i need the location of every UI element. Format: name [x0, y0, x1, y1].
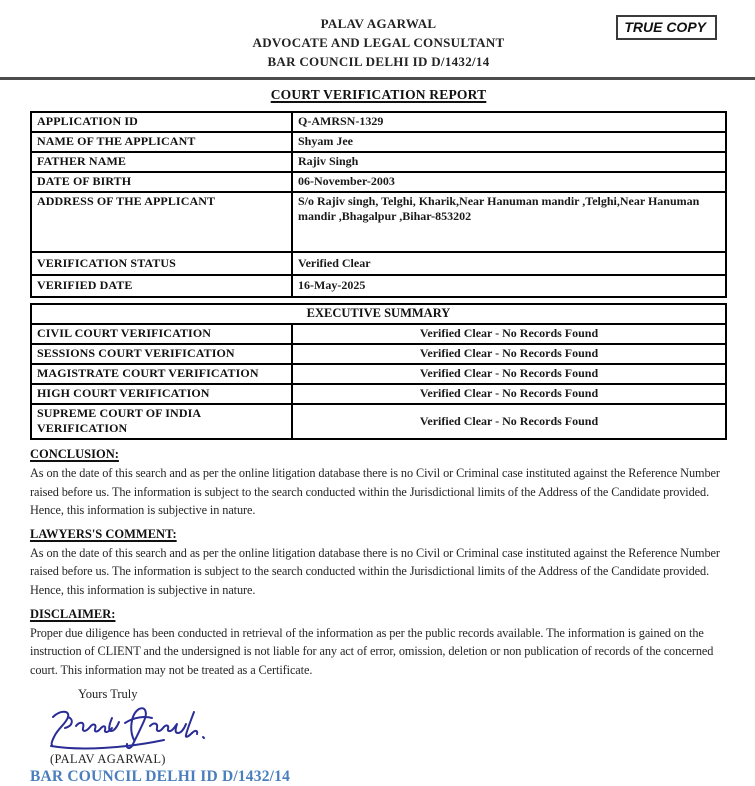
report-title: COURT VERIFICATION REPORT: [270, 87, 487, 102]
table-row: [31, 275, 726, 297]
table-row: [31, 384, 726, 404]
field-label: DATE OF BIRTH: [31, 172, 292, 192]
table-row: [31, 252, 726, 275]
conclusion-section: [30, 446, 727, 520]
disclaimer-heading: DISCLAIMER:: [30, 606, 116, 621]
signer-bar-council-id: BAR COUNCIL DELHI ID D/1432/14: [30, 768, 291, 786]
disclaimer-section: [30, 606, 727, 680]
lawyers-comment-body: As on the date of this search and as per the online litigation database there is no Civil or Criminal case instituted against the Reference Number raised before us. The information is subject to the search conducted within the Jurisdictional limits of the Address of the Candidate provided. Hence, this information is subjective in nature.: [30, 545, 720, 597]
signer-name: (PALAV AGARWAL): [50, 752, 166, 767]
court-result: Verified Clear - No Records Found: [292, 324, 726, 344]
letterhead-bar-id: BAR COUNCIL DELHI ID D/1432/14: [267, 54, 490, 69]
handwritten-signature: [46, 704, 214, 752]
executive-summary-title: EXECUTIVE SUMMARY: [31, 304, 726, 324]
court-label: CIVIL COURT VERIFICATION: [31, 324, 292, 344]
field-label: APPLICATION ID: [31, 112, 292, 132]
field-label: NAME OF THE APPLICANT: [31, 132, 292, 152]
court-label: HIGH COURT VERIFICATION: [31, 384, 292, 404]
executive-summary-table: [30, 303, 727, 440]
header-divider-line: [0, 77, 755, 80]
disclaimer-body: Proper due diligence has been conducted in retrieval of the information as per the public records available. The information is gained on the instruction of CLIENT and the undersigned is not liable for any act of error, omission, deletion or non publication of records of the concerned court. This information may not be treated as a Certificate.: [30, 625, 714, 677]
table-row: [31, 404, 726, 439]
field-value: Q-AMRSN-1329: [292, 112, 726, 132]
lawyers-comment-section: [30, 526, 727, 600]
closing-text: Yours Truly: [78, 687, 138, 702]
field-value: 06-November-2003: [292, 172, 726, 192]
field-label: FATHER NAME: [31, 152, 292, 172]
table-row: [31, 324, 726, 344]
court-label: MAGISTRATE COURT VERIFICATION: [31, 364, 292, 384]
table-row: [31, 152, 726, 172]
letterhead-designation: ADVOCATE AND LEGAL CONSULTANT: [252, 35, 505, 50]
table-row: [31, 112, 726, 132]
field-value: Verified Clear: [292, 252, 726, 275]
field-label: ADDRESS OF THE APPLICANT: [31, 192, 292, 252]
table-row: [31, 364, 726, 384]
field-value: 16-May-2025: [292, 275, 726, 297]
table-row: [31, 344, 726, 364]
court-label: SUPREME COURT OF INDIA VERIFICATION: [31, 404, 292, 439]
table-header-row: [31, 304, 726, 324]
letterhead-name: PALAV AGARWAL: [320, 16, 437, 31]
conclusion-heading: CONCLUSION:: [30, 447, 119, 461]
court-result: Verified Clear - No Records Found: [292, 404, 726, 439]
table-row: [31, 192, 726, 252]
court-result: Verified Clear - No Records Found: [292, 344, 726, 364]
field-label: VERIFICATION STATUS: [31, 252, 292, 275]
applicant-details-table: [30, 111, 727, 298]
court-result: Verified Clear - No Records Found: [292, 364, 726, 384]
table-row: [31, 132, 726, 152]
field-value: Rajiv Singh: [292, 152, 726, 172]
field-value: S/o Rajiv singh, Telghi, Kharik,Near Hanuman mandir ,Telghi,Near Hanuman mandir ,Bhagalpur ,Bihar-853202: [292, 192, 726, 252]
table-row: [31, 172, 726, 192]
conclusion-body: As on the date of this search and as per the online litigation database there is no Civil or Criminal case instituted against the Reference Number raised before us. The information is subject to the search conducted within the Jurisdictional limits of the Address of the Candidate provided. Hence, this information is subjective in nature.: [30, 466, 720, 518]
field-value: Shyam Jee: [292, 132, 726, 152]
court-label: SESSIONS COURT VERIFICATION: [31, 344, 292, 364]
field-label: VERIFIED DATE: [31, 275, 292, 297]
court-result: Verified Clear - No Records Found: [292, 384, 726, 404]
lawyers-comment-heading: LAWYERS'S COMMENT:: [30, 526, 177, 541]
true-copy-stamp: TRUE COPY: [616, 15, 717, 40]
